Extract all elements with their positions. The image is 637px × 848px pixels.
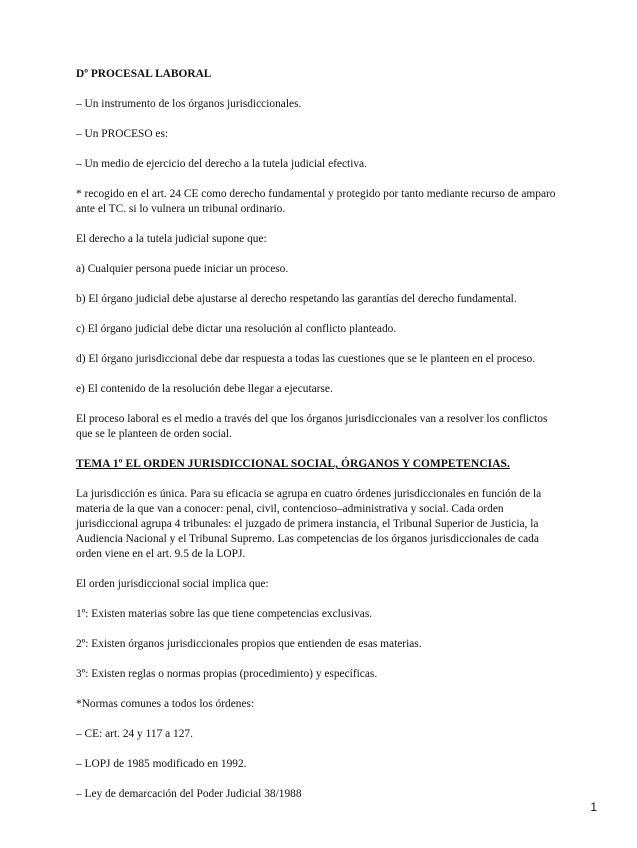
tema-heading: TEMA 1º EL ORDEN JURISDICCIONAL SOCIAL, ÓRGANOS Y COMPETENCIAS.	[76, 458, 510, 470]
tutela-item: a) Cualquier persona puede iniciar un proceso.	[76, 263, 289, 275]
document-body	[76, 67, 564, 817]
jurisdiccion-paragraph: La jurisdicción es única. Para su eficacia se agrupa en cuatro órdenes jurisdiccionales en función de la materia de la que van a conocer: penal, civil, contencioso–administrativa y social. Cada orden jurisdiccional agrupa 4 tribunales: el juzgado de primera instancia, el Tribunal Superior de Justicia, la Audiencia Nacional y el Tribunal Supremo. Las competencias de los órganos jurisdiccionales de cada orden viene en el art. 9.5 de la LOPJ.	[76, 488, 542, 560]
document-title: Dº PROCESAL LABORAL	[76, 68, 212, 80]
intro-item: – Un medio de ejercicio del derecho a la tutela judicial efectiva.	[76, 158, 367, 170]
tutela-intro: El derecho a la tutela judicial supone que:	[76, 233, 267, 245]
proceso-laboral-paragraph: El proceso laboral es el medio a través del que los órganos jurisdiccionales van a resolver los conflictos que se le planteen de orden social.	[76, 413, 548, 440]
normas-item: – Ley de demarcación del Poder Judicial 38/1988	[76, 788, 302, 800]
tutela-item: c) El órgano judicial debe dictar una resolución al conflicto planteado.	[76, 323, 397, 335]
intro-item: – Un instrumento de los órganos jurisdiccionales.	[76, 98, 302, 110]
normas-item: – CE: art. 24 y 117 a 127.	[76, 728, 193, 740]
orden-social-intro: El orden jurisdiccional social implica que:	[76, 578, 269, 590]
normas-item: – LOPJ de 1985 modificado en 1992.	[76, 758, 247, 770]
intro-item: – Un PROCESO es:	[76, 128, 169, 140]
tutela-item: e) El contenido de la resolución debe llegar a ejecutarse.	[76, 383, 333, 395]
orden-social-item: 3º: Existen reglas o normas propias (procedimiento) y específicas.	[76, 668, 378, 680]
page-number: 1	[590, 800, 597, 814]
tutela-item: d) El órgano jurisdiccional debe dar respuesta a todas las cuestiones que se le planteen en el proceso.	[76, 353, 536, 365]
tutela-item: b) El órgano judicial debe ajustarse al derecho respetando las garantías del derecho fundamental.	[76, 293, 517, 305]
note-paragraph: * recogido en el art. 24 CE como derecho fundamental y protegido por tanto mediante recurso de amparo ante el TC. si lo vulnera un tribunal ordinario.	[76, 188, 556, 215]
orden-social-item: 1º: Existen materias sobre las que tiene competencias exclusivas.	[76, 608, 373, 620]
normas-intro: *Normas comunes a todos los órdenes:	[76, 698, 255, 710]
orden-social-item: 2º: Existen órganos jurisdiccionales propios que entienden de esas materias.	[76, 638, 422, 650]
